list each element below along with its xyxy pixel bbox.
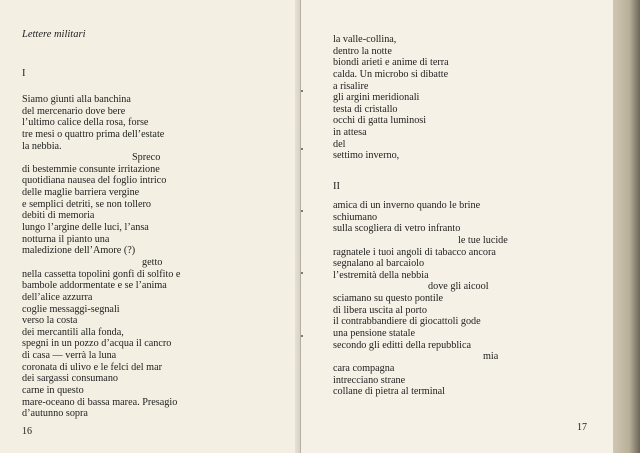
- poem-line: carne in questo: [22, 385, 84, 397]
- binding-mark: [301, 210, 303, 212]
- poem-line: delle maglie barriera vergine: [22, 187, 140, 199]
- poem-line: una pensione statale: [333, 328, 416, 340]
- poem-line: sulla scogliera di vetro infranto: [333, 223, 461, 235]
- poem-line: testa di cristallo: [333, 103, 398, 115]
- poem-line: dei mercantili alla fonda,: [22, 326, 124, 338]
- poem-line: l’estremità della nebbia: [333, 269, 429, 281]
- poem-line: lungo l’argine delle luci, l’ansa: [22, 222, 149, 234]
- poem-line: dove gli aicool: [428, 281, 489, 293]
- poem-line: la nebbia.: [22, 140, 62, 152]
- poem-line: a risalire: [333, 80, 369, 92]
- poem-line: amica di un inverno quando le brine: [333, 200, 481, 211]
- poem-lines-right-bottom: [333, 200, 508, 398]
- poem-line: calda. Un microbo si dibatte: [333, 68, 449, 80]
- poem-line: tre mesi o quattro prima dell’estate: [22, 128, 165, 140]
- right-page: [301, 0, 613, 453]
- poem-line: debiti di memoria: [22, 210, 95, 222]
- poem-lines-left: [22, 94, 180, 420]
- section-number-1: I: [22, 68, 26, 79]
- poem-line: d’autunno sopra: [22, 408, 88, 420]
- poem-line: cara compagna: [333, 362, 395, 374]
- poem-line: del: [333, 138, 346, 150]
- poem-line: di casa — verrà la luna: [22, 350, 117, 362]
- poem-line: settimo inverno,: [333, 150, 400, 162]
- poem-line: la valle-collina,: [333, 34, 397, 45]
- poem-line: l’ultimo calice della rosa, forse: [22, 117, 149, 129]
- poem-line: biondi arieti e anime di terra: [333, 57, 449, 69]
- poem-line: mia: [483, 351, 499, 363]
- poem-line: spegni in un pozzo d’acqua il cancro: [22, 338, 172, 350]
- poem-line: e semplici detriti, se non tollero: [22, 198, 152, 210]
- poem-lines-right-top: [333, 34, 449, 162]
- poem-line: dei sargassi consumano: [22, 373, 119, 385]
- poem-line: coglie messaggi-segnali: [22, 303, 120, 315]
- running-header: Lettere militari: [22, 29, 86, 40]
- poem-line: in attesa: [333, 127, 367, 139]
- poem-line: gli argini meridionali: [333, 92, 420, 104]
- poem-line: notturna il pianto una: [22, 233, 110, 245]
- poem-line: bambole addormentate e se l’anima: [22, 280, 167, 292]
- poem-line: quotidiana nausea del foglio intrico: [22, 175, 167, 187]
- poem-line: di libera uscita al porto: [333, 304, 427, 316]
- poem-line: mare-oceano di bassa marea. Presagio: [22, 396, 178, 408]
- poem-line: occhi di gatta luminosi: [333, 115, 427, 127]
- binding-mark: [301, 335, 303, 337]
- poem-line: del mercenario dove bere: [22, 105, 126, 117]
- poem-line: nella cassetta topolini gonfi di solfito e: [22, 268, 181, 280]
- poem-line: segnalano al barcaiolo: [333, 258, 425, 270]
- poem-line: coronata di ulivo e le felci del mar: [22, 361, 163, 373]
- poem-line: di bestemmie consunte irritazione: [22, 163, 160, 175]
- poem-line: dentro la notte: [333, 45, 392, 57]
- poem-line: il contrabbandiere di giocattoli gode: [333, 316, 481, 328]
- poem-line: intrecciano strane: [333, 374, 406, 386]
- poem-line: getto: [142, 256, 163, 268]
- poem-line: maledizione dell’Amore (?): [22, 245, 136, 257]
- binding-mark: [301, 90, 303, 92]
- poem-line: Spreco: [132, 152, 161, 164]
- poem-line: dell’alice azzurra: [22, 291, 93, 303]
- book-edge-shadow: [613, 0, 640, 453]
- poem-line: ragnatele i tuoi angoli di tabacco ancora: [333, 246, 496, 258]
- poem-line: collane di pietra al terminal: [333, 386, 446, 398]
- page-number-right: 17: [577, 422, 587, 433]
- poem-line: sciamano su questo pontile: [333, 293, 444, 305]
- poem-line: le tue lucide: [458, 234, 508, 246]
- binding-mark: [301, 148, 303, 150]
- page-number-left: 16: [22, 426, 32, 437]
- poem-line: secondo gli editti della repubblica: [333, 339, 472, 351]
- left-page: [0, 0, 301, 453]
- poem-line: schiumano: [333, 211, 378, 223]
- poem-line: Siamo giunti alla banchina: [22, 94, 131, 105]
- poem-line: verso la costa: [22, 315, 78, 327]
- binding-mark: [301, 272, 303, 274]
- section-number-2: II: [333, 181, 340, 192]
